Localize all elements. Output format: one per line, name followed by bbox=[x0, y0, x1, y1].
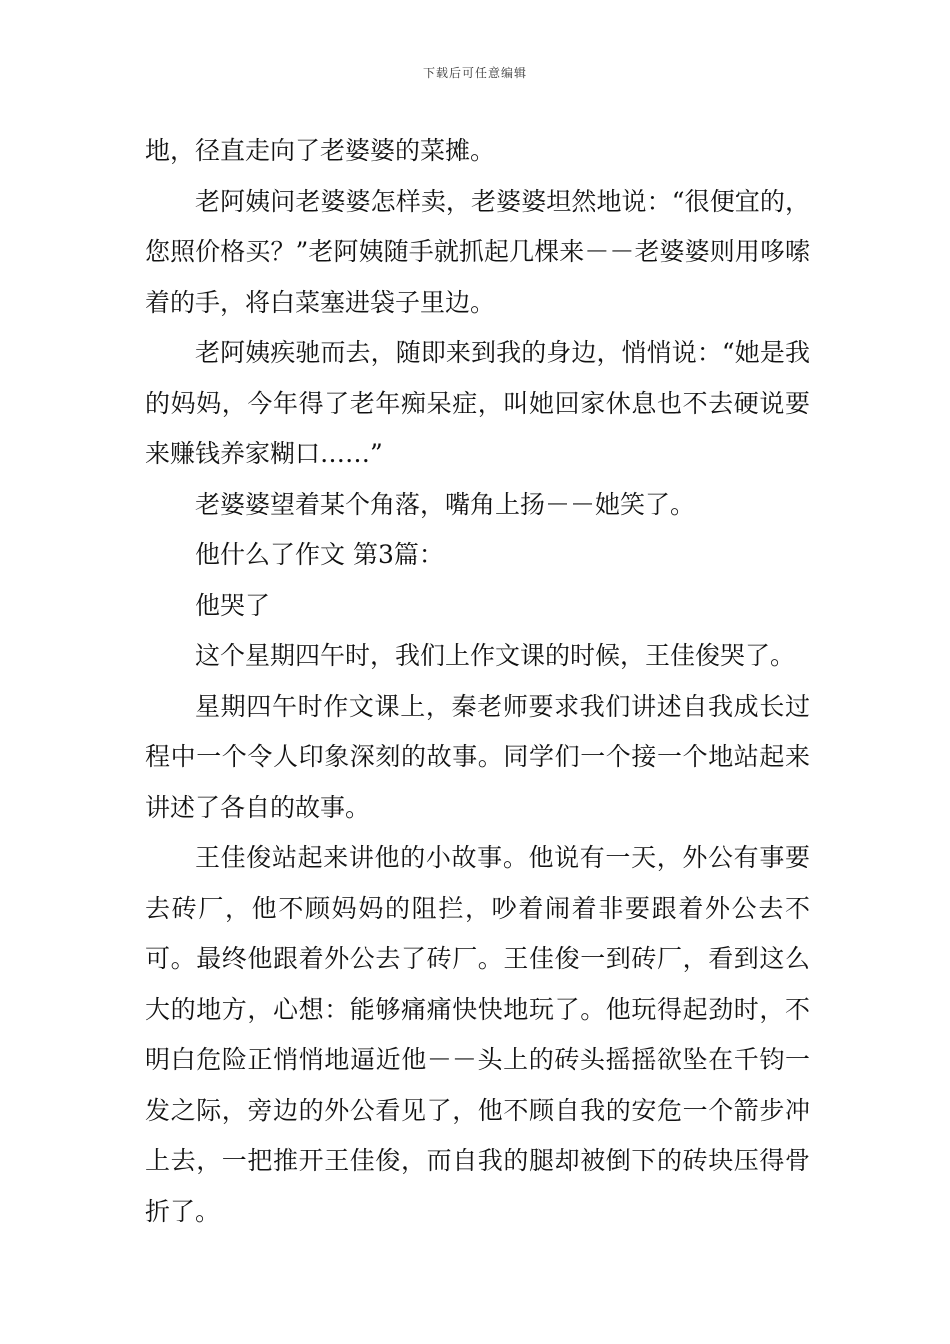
paragraph: 老阿姨疾驰而去，随即来到我的身边，悄悄说：“她是我的妈妈，今年得了老年痴呆症，叫她回家休息也不去硬说要来赚钱养家糊口……” bbox=[145, 338, 810, 468]
essay-title: 他哭了 bbox=[195, 590, 271, 620]
body-text bbox=[145, 126, 810, 1237]
paragraph: 星期四午时作文课上，秦老师要求我们讲述自我成长过程中一个令人印象深刻的故事。同学们一个接一个地站起来讲述了各自的故事。 bbox=[145, 691, 810, 822]
page-header: 下载后可任意编辑 bbox=[422, 66, 527, 80]
section-heading: 他什么了作文 第3篇： bbox=[195, 540, 444, 569]
paragraph: 王佳俊站起来讲他的小故事。他说有一天，外公有事要去砖厂，他不顾妈妈的阻拦，吵着闹着非要跟着外公去不可。最终他跟着外公去了砖厂。王佳俊一到砖厂，看到这么大的地方，心想：能够痛痛快快地玩了。他玩得起劲时，不明白危险正悄悄地逼近他－－头上的砖头摇摇欲坠在千钧一发之际，旁边的外公看见了，他不顾自我的安危一个箭步冲上去，一把推开王佳俊，而自我的腿却被倒下的砖块压得骨折了。 bbox=[145, 843, 810, 1226]
paragraph: 老婆婆望着某个角落，嘴角上扬－－她笑了。 bbox=[195, 489, 696, 519]
paragraph: 这个星期四午时，我们上作文课的时候，王佳俊哭了。 bbox=[195, 641, 796, 670]
paragraph: 地，径直走向了老婆婆的菜摊。 bbox=[145, 136, 496, 165]
paragraph: 老阿姨问老婆婆怎样卖，老婆婆坦然地说：“很便宜的，您照价格买？”老阿姨随手就抓起几棵来－－老婆婆则用哆嗦着的手，将白菜塞进袋子里边。 bbox=[145, 186, 810, 317]
